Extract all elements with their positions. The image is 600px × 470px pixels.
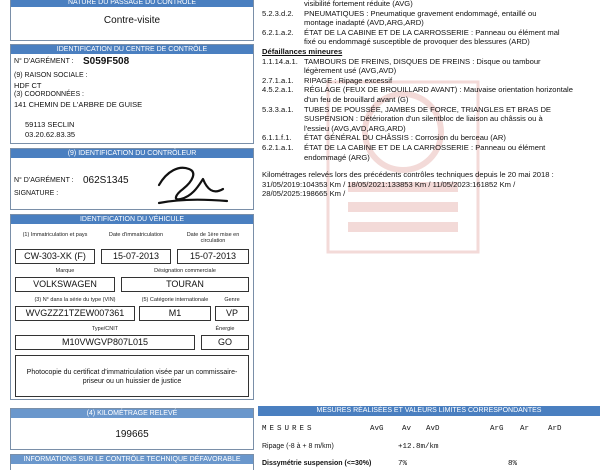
nature-value: Contre-visite [103, 15, 161, 26]
info-header: INFORMATIONS SUR LE CONTRÔLE TECHNIQUE DÉFAVORABLE [11, 455, 253, 464]
categorie-value: M1 [139, 306, 211, 321]
controleur-panel [10, 148, 254, 210]
controleur-header: (9) IDENTIFICATION DU CONTRÔLEUR [11, 149, 253, 158]
ripage-value: +12.8m/km [398, 443, 439, 451]
signature-image [153, 159, 231, 207]
centre-phone: 03.20.62.83.35 [25, 130, 76, 139]
controleur-agreement-value: 062S1345 [83, 175, 129, 186]
nature-header: NATURE DU PASSAGE DU CONTRÔLE [11, 0, 253, 7]
suspension-value-front: 7% [398, 460, 408, 468]
designation-caption: Désignation commerciale [154, 268, 216, 274]
centre-city: 59113 SECLIN [25, 120, 75, 129]
defect-line: endommagé (ARG) [304, 152, 370, 162]
vehicule-note: Photocopie du certificat d'immatriculation visée par un commissaire-priseur ou un huissier de justice [15, 355, 249, 397]
nature-panel [10, 0, 254, 41]
centre-address: 141 CHEMIN DE L'ARBRE DE GUISE [14, 100, 143, 109]
type-value: M10VWGVP807L015 [15, 335, 195, 350]
energie-caption: Énergie [215, 326, 235, 332]
defect-line: montage inadapté (AVD,ARG,ARD) [304, 18, 424, 28]
km-panel [10, 408, 254, 450]
raison-value: HDF CT [14, 81, 42, 90]
vin-caption: (3) N° dans la série du type (VIN) [34, 297, 116, 303]
km-history-line: Kilométrages relevés lors des précédents contrôles techniques depuis le 20 mai 2018 : [262, 170, 554, 180]
date-first-caption: Date de 1ère mise en circulation [186, 232, 240, 244]
type-caption: Type/CNIT [91, 326, 119, 332]
col-av: Av [402, 425, 412, 433]
immat-value: CW-303-XK (F) [15, 249, 95, 264]
genre-value: VP [215, 306, 249, 321]
defect-line: visibilité fortement réduite (AVG) [304, 0, 413, 8]
measures-header: MESURES RÉALISÉES ET VALEURS LIMITES CORRESPONDANTES [258, 406, 600, 416]
signature-label: SIGNATURE : [14, 190, 59, 197]
marque-caption: Marque [55, 268, 75, 274]
suspension-label: Dissymétrie suspension (<=30%) [262, 460, 372, 467]
centre-agreement-label: N° D'AGRÉMENT : [14, 58, 74, 65]
ripage-label: Ripage (-8 à + 8 m/km) [262, 443, 334, 450]
defect-line: l'essieu (AVG,AVD,ARG,ARD) [304, 123, 406, 133]
minor-defects-title: Défaillances mineures [262, 46, 343, 56]
categorie-caption: (5) Catégorie internationale [141, 297, 209, 303]
defect-line: 1.1.14.a.1. TAMBOURS DE FREINS, DISQUES DE FREINS : Disque ou tambour [262, 56, 541, 66]
defect-line: légèrement usé (AVG,AVD) [304, 66, 397, 76]
defect-line: 6.1.1.f.1. ÉTAT GÉNÉRAL DU CHÂSSIS : Corrosion du berceau (AR) [262, 133, 506, 143]
genre-caption: Genre [224, 297, 240, 303]
vehicule-panel [10, 214, 254, 400]
defect-line: fixé ou endommagé susceptible de provoquer des blessures (ARD) [304, 37, 530, 47]
centre-panel [10, 44, 254, 144]
designation-value: TOURAN [121, 277, 249, 292]
date-immat-caption: Date d'immatriculation [108, 232, 164, 238]
km-history-line: 31/05/2019:104353 Km / 18/05/2021:133853 Km / 11/05/2023:161852 Km / [262, 179, 516, 189]
suspension-value-rear: 8% [508, 460, 518, 468]
left-column [0, 0, 256, 470]
defect-line: 6.2.1.a.1. ÉTAT DE LA CABINE ET DE LA CARROSSERIE : Panneau ou élément [262, 142, 546, 152]
defect-line: 5.2.3.d.2. PNEUMATIQUES : Pneumatique gravement endommagé, entaillé ou [262, 8, 537, 18]
immat-caption: (1) Immatriculation et pays [22, 232, 88, 238]
info-panel [10, 454, 254, 470]
vehicule-header: IDENTIFICATION DU VÉHICULE [11, 215, 253, 224]
col-ar: Ar [520, 425, 530, 433]
energie-value: GO [201, 335, 249, 350]
marque-value: VOLKSWAGEN [15, 277, 115, 292]
coord-label: (3) COORDONNÉES : [14, 91, 85, 98]
defect-line: 6.2.1.a.2. ÉTAT DE LA CABINE ET DE LA CARROSSERIE : Panneau ou élément mal [262, 27, 560, 37]
vin-value: WVGZZZ1TZEW007361 [15, 306, 135, 321]
col-ard: ArD [548, 425, 562, 433]
major-defects-list [262, 0, 573, 199]
km-history-line: 28/05/2025:198665 Km / [262, 189, 346, 199]
col-avd: AvD [426, 425, 440, 433]
defect-line: 5.3.3.a.1. TUBES DE POUSSÉE, JAMBES DE FORCE, TRIANGLES ET BRAS DE [262, 104, 551, 114]
centre-agreement-value: S059F508 [83, 56, 130, 67]
col-mesures: MESURES [262, 425, 315, 433]
date-first-value: 15-07-2013 [177, 249, 249, 264]
col-arg: ArG [490, 425, 504, 433]
col-avg: AvG [370, 425, 384, 433]
raison-label: (9) RAISON SOCIALE : [14, 72, 88, 79]
centre-header: IDENTIFICATION DU CENTRE DE CONTRÔLE [11, 45, 253, 54]
defect-line: 2.7.1.a.1. RIPAGE : Ripage excessif [262, 75, 393, 85]
defect-line: d'un feu de brouillard avant (G) [304, 94, 409, 104]
date-immat-value: 15-07-2013 [101, 249, 171, 264]
defect-line: SUSPENSION : Détérioration d'un silentbloc de liaison au châssis ou à [304, 114, 543, 124]
controleur-agreement-label: N° D'AGRÉMENT : [14, 177, 74, 184]
right-column [258, 0, 600, 470]
km-value: 199665 [115, 429, 149, 440]
defect-line: 4.5.2.a.1. RÉGLAGE (FEUX DE BROUILLARD AVANT) : Mauvaise orientation horizontale [262, 85, 573, 95]
km-header: (4) KILOMÉTRAGE RELEVÉ [11, 409, 253, 418]
